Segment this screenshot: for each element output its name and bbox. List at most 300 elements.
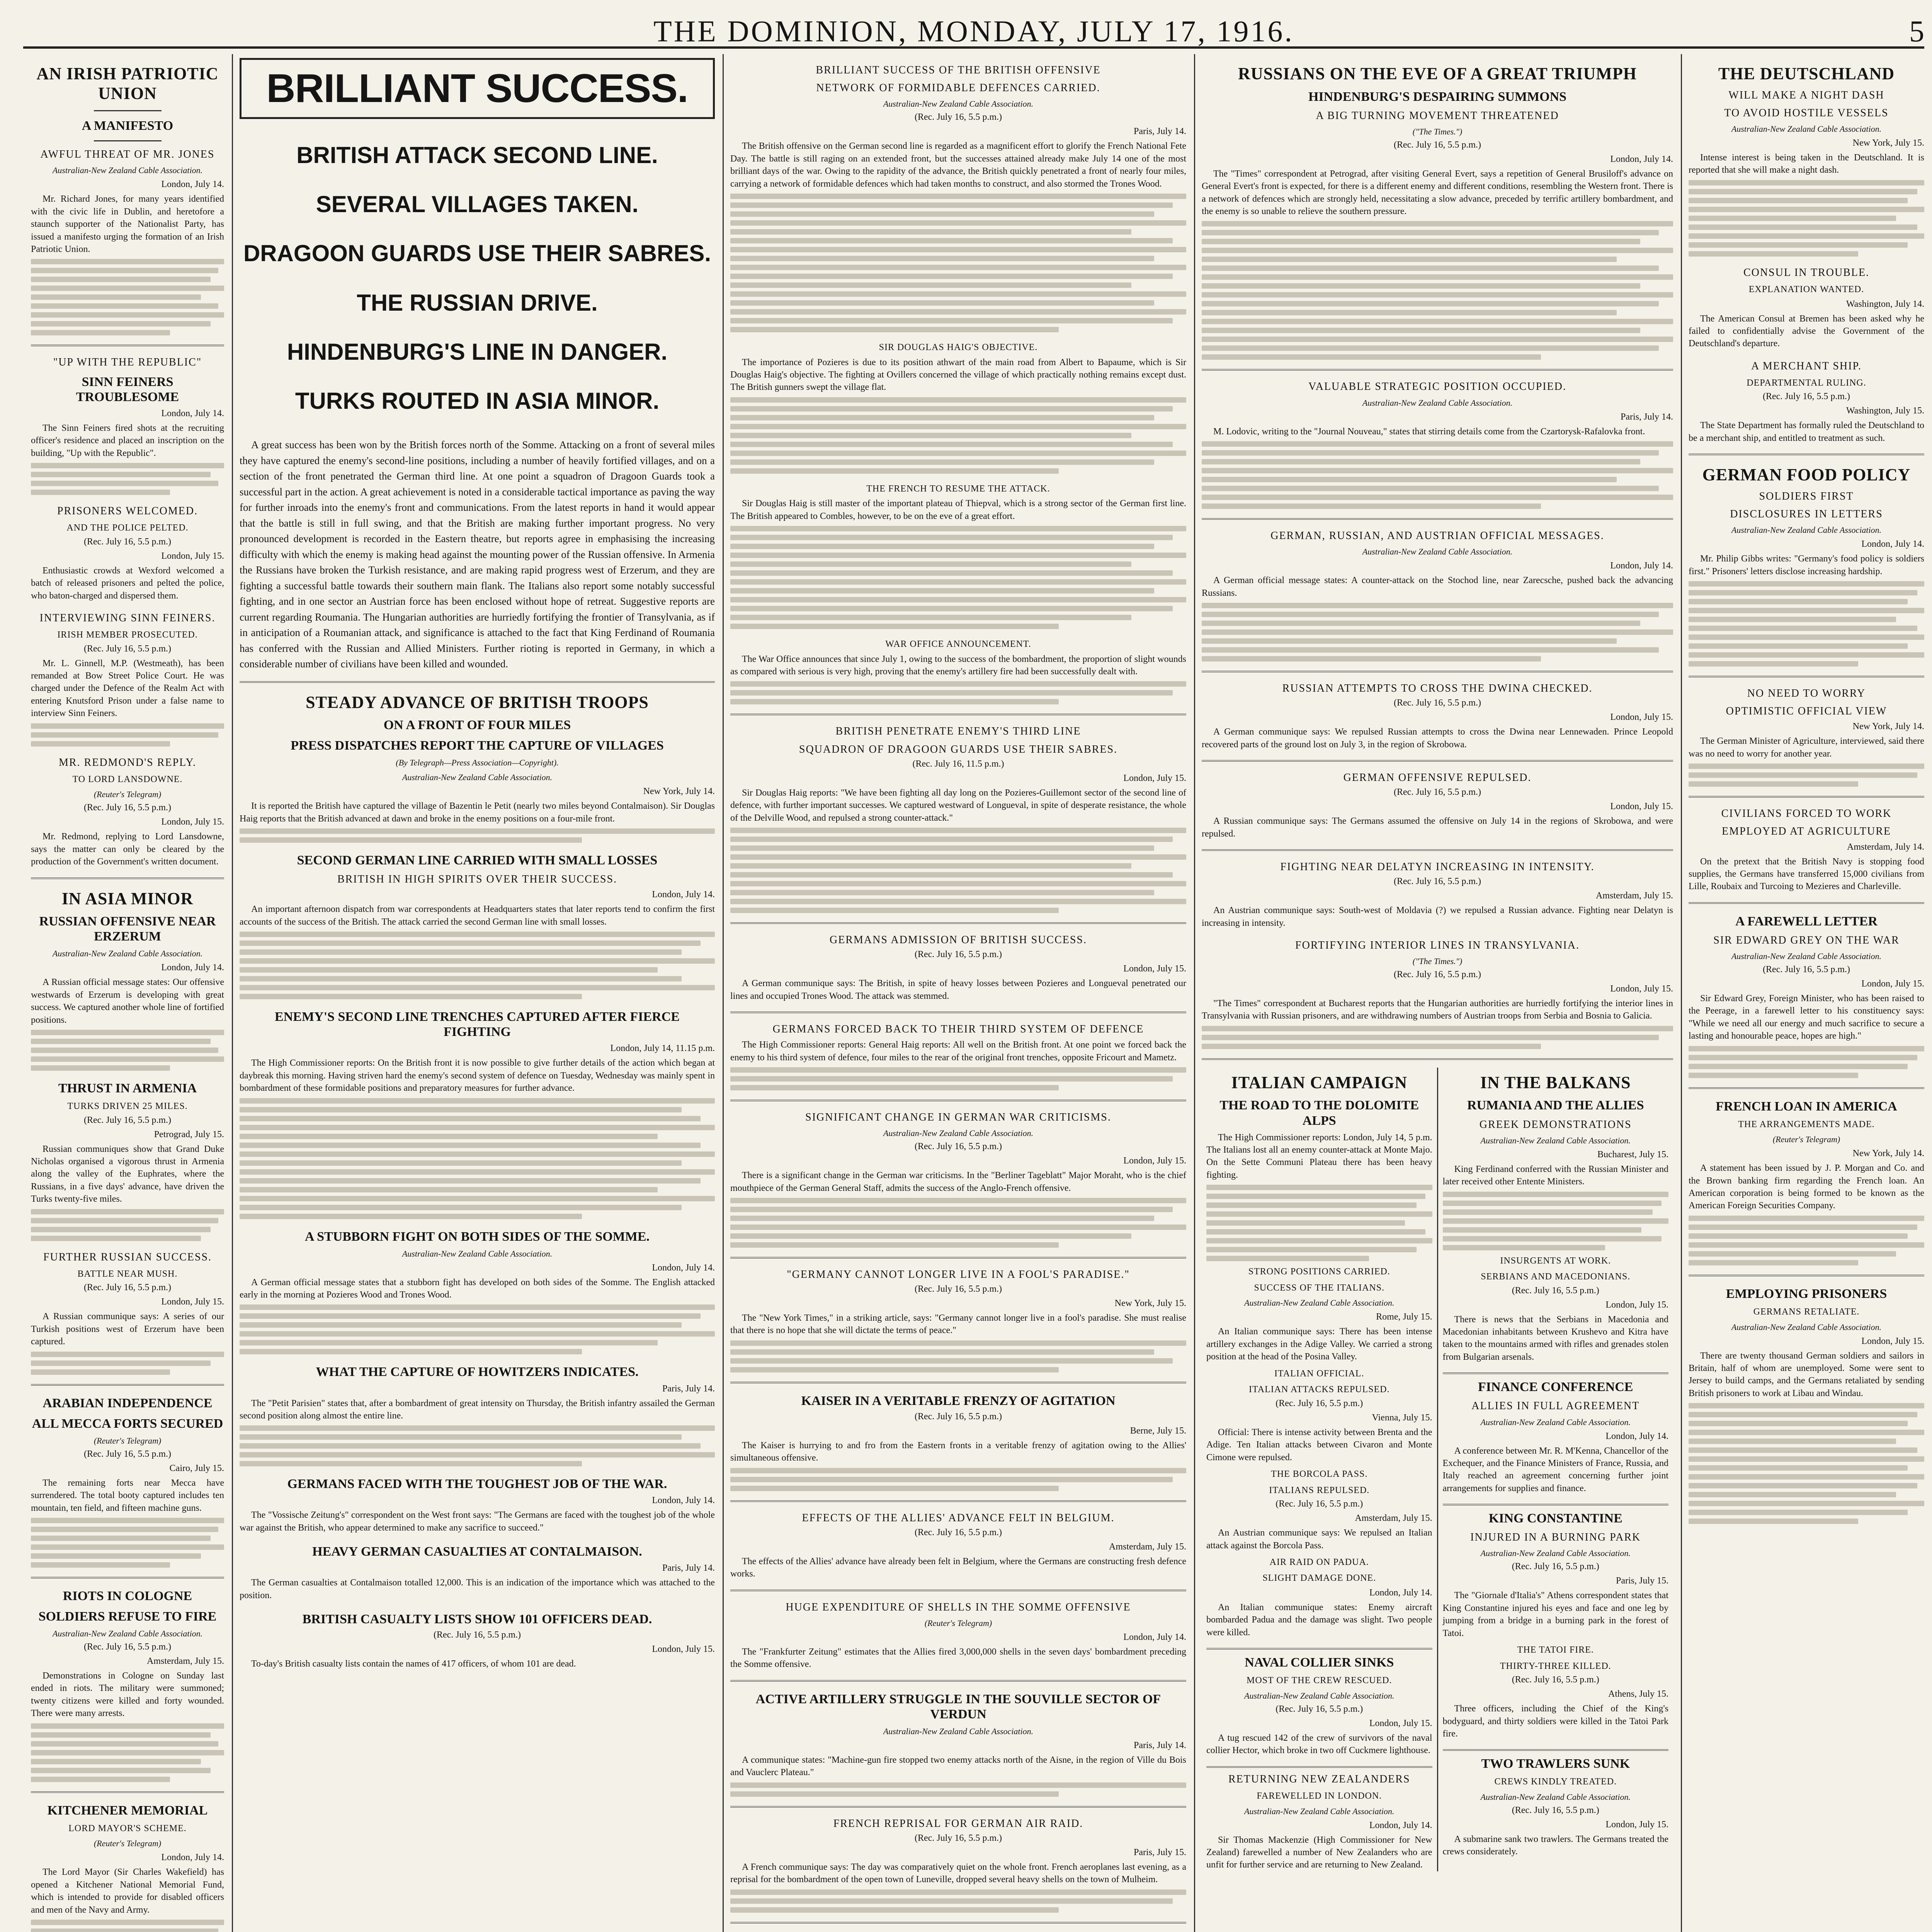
- headline: A FAREWELL LETTER: [1735, 914, 1878, 929]
- column-5: [1681, 54, 1932, 1932]
- dateline: London, July 15.: [1369, 1718, 1432, 1728]
- text-line-filler: [730, 561, 1131, 567]
- text-line-filler: [730, 327, 1059, 332]
- text-line-filler: [1443, 1201, 1662, 1206]
- credit-line: Australian-New Zealand Cable Association.: [1731, 124, 1882, 134]
- text-line-filler: [730, 1468, 1186, 1473]
- headline: IN ASIA MINOR: [61, 889, 194, 908]
- divider: [730, 1806, 1186, 1808]
- article-body: An Austrian communique says: We repulsed an Italian attack against the Borcola Pass.: [1206, 1528, 1432, 1551]
- text-line-filler: [730, 1207, 1173, 1212]
- headline: A MERCHANT SHIP.: [1751, 360, 1862, 372]
- article: [1689, 914, 1924, 1078]
- dateline: London, July 15.: [1123, 773, 1186, 783]
- deck-headline: DRAGOON GUARDS USE THEIR SABRES.: [243, 240, 711, 267]
- received-date: (Rec. July 16, 11.5 p.m.): [912, 759, 1004, 769]
- dateline: London, July 15.: [1123, 1156, 1186, 1166]
- text-line-filler: [1689, 242, 1908, 248]
- article-body: On the pretext that the British Navy is stopping food supplies, the Germans have transferred 15,000 civilians from Lille, Roubaix and Turcoing to Mezieres and Charleville.: [1689, 856, 1924, 892]
- text-line-filler: [31, 1352, 224, 1357]
- received-date: (Rec. July 16, 5.5 p.m.): [1394, 698, 1481, 708]
- text-line-filler: [31, 1768, 211, 1773]
- credit-line: Australian-New Zealand Cable Association.: [1362, 547, 1513, 557]
- text-line-filler: [730, 872, 1173, 878]
- text-line-filler: [730, 570, 1173, 576]
- article: [31, 1081, 224, 1241]
- dateline: London, July 14.: [1123, 1632, 1186, 1642]
- received-date: (Rec. July 16, 5.5 p.m.): [84, 1642, 171, 1652]
- page-number: 5: [1909, 14, 1924, 48]
- section-heading: WAR OFFICE ANNOUNCEMENT.: [885, 639, 1031, 650]
- dateline: London, July 14, 11.15 p.m.: [610, 1043, 715, 1054]
- headline: THRUST IN ARMENIA: [58, 1081, 197, 1095]
- dateline: Paris, July 14.: [1133, 1740, 1186, 1750]
- article: [240, 1009, 715, 1219]
- divider: [730, 1382, 1186, 1383]
- text-line-filler: [1689, 1046, 1924, 1051]
- headline: MR. REDMOND'S REPLY.: [58, 756, 196, 769]
- divider: [730, 1257, 1186, 1259]
- text-line-filler: [1202, 486, 1659, 491]
- article-body: The "New York Times," in a striking article, says: "Germany cannot longer live in a fool's paradise. She must realise that there is no hope that she will dictate the terms of peace.": [730, 1313, 1186, 1336]
- text-line-filler: [730, 881, 1186, 886]
- article: [31, 505, 224, 602]
- article: [31, 757, 224, 868]
- received-date: (Rec. July 16, 5.5 p.m.): [1394, 787, 1481, 798]
- subheadline: LORD MAYOR'S SCHEME.: [68, 1823, 187, 1833]
- text-line-filler: [1206, 1256, 1369, 1261]
- text-line-filler: [1689, 1510, 1908, 1515]
- article: [1202, 530, 1673, 662]
- text-line-filler: [31, 1723, 224, 1729]
- article-body: The German casualties at Contalmaison totalled 12,000. This is an indication of the importance which was attached to the position.: [240, 1578, 715, 1600]
- text-line-filler: [31, 1227, 211, 1232]
- article-body: The High Commissioner reports: On the British front it is now possible to give further details of the action which began at daybreak this morning. Having striven hard the enemy's second system of defence on Tuesday, Wednesday was mainly spent in bombardment of these formidable positions and preparatory measures for further advance.: [240, 1058, 715, 1094]
- article-body: An Italian communique says: There has been intense artillery exchanges in the Adige Valley. We carried a strong position at the head of the Posina Valley.: [1206, 1327, 1432, 1362]
- text-line-filler: [31, 490, 170, 495]
- text-line-filler: [1443, 1227, 1641, 1233]
- section-heading: THE FRENCH TO RESUME THE ATTACK.: [866, 483, 1050, 494]
- text-line-filler: [1689, 1403, 1924, 1408]
- text-line-filler: [1202, 629, 1673, 635]
- text-line-filler: [1202, 468, 1673, 473]
- text-line-filler: [240, 949, 682, 955]
- text-line-filler: [1689, 652, 1924, 658]
- text-line-filler: [240, 1134, 658, 1139]
- text-line-filler: [240, 1143, 701, 1148]
- dateline: London, July 14.: [1369, 1820, 1432, 1830]
- text-line-filler: [1206, 1194, 1425, 1199]
- article: [1202, 682, 1673, 751]
- article-body: The American Consul at Bremen has been asked why he failed to confidentially advise the Government of the Deutschland's departure.: [1689, 313, 1924, 349]
- article: [1689, 267, 1924, 350]
- text-line-filler: [730, 553, 1186, 558]
- war-summary: A great success has been won by the British forces north of the Somme. Attacking on a front of several miles they have captured the enemy's second-line positions, including a number of heavily fortified villages, and on a section of the front penetrated the German third line. At one point a squadron of Dragoon Guards took a successful part in the action. A great achievement is noted in a considerable tactical importance as paving the way for further inroads into the enemy's front and communications. From the latest reports in hand it would appear that the battle is still in full swing, and that the British are making further important progress. No very pronounced development is recorded in the Eastern theatre, but reports agree in emphasising the increasing difficulty with which the enemy is making head against the mounting power of the Russian offensive. In Armenia the Russians have broken the Turkish resistance, and are making rapid progress west of Erzerum, and they are fighting a successful battle towards their southern main flank. The Italians also report some notably successful fighting, and in one sector an Austrian force has been enclosed without hope of retreat. Suggestive reports are current regarding Roumania. The Hungarian authorities are hurriedly fortifying the frontier of Transylvania, as if in anticipation of a Roumanian attack, and significance is attached to the fact that King Ferdinand of Roumania has conferred with the Russian and Allied Ministers. Further rioting is reported in Germany, in which a considerable number of civilians have been killed and wounded.: [240, 439, 715, 670]
- text-line-filler: [1202, 301, 1659, 306]
- headline: GERMANS ADMISSION OF BRITISH SUCCESS.: [829, 934, 1087, 946]
- headline: BRILLIANT SUCCESS OF THE BRITISH OFFENSIVE: [816, 64, 1101, 76]
- text-line-filler: [1202, 495, 1673, 500]
- text-line-filler: [730, 274, 1173, 279]
- text-line-filler: [240, 940, 701, 946]
- divider: [730, 1012, 1186, 1013]
- article-body: Demonstrations in Cologne on Sunday last ended in riots. The military were summoned; twenty citizens were killed and forty wounded. There were many arrests.: [31, 1671, 224, 1719]
- headline: KING CONSTANTINE: [1488, 1511, 1622, 1526]
- text-line-filler: [1689, 1492, 1896, 1497]
- article-body: Sir Douglas Haig is still master of the important plateau of Thiepval, which is a strong sector of the German first line. The British appeared to Combles, however, to be on the eve of a great effort.: [730, 498, 1186, 521]
- received-date: (Rec. July 16, 5.5 p.m.): [915, 949, 1002, 960]
- article: [730, 1393, 1186, 1491]
- text-line-filler: [240, 1187, 658, 1192]
- text-line-filler: [1689, 189, 1917, 194]
- article-body: A French communique says: The day was comparatively quiet on the whole front. French aeroplanes last evening, as a reprisal for the bombardment of the open town of Luneville, dropped several heavy shells on the town of Mulheim.: [730, 1862, 1186, 1885]
- text-line-filler: [1689, 626, 1917, 631]
- dateline: Athens, July 15.: [1608, 1689, 1668, 1699]
- headline: RIOTS IN COLOGNE: [63, 1588, 192, 1603]
- article: [240, 693, 715, 843]
- headline: KAISER IN A VERITABLE FRENZY OF AGITATION: [801, 1393, 1116, 1408]
- divider: [1202, 1058, 1673, 1060]
- text-line-filler: [730, 1340, 1186, 1346]
- text-line-filler: [240, 1160, 682, 1166]
- subheadline: BATTLE NEAR MUSH.: [77, 1269, 178, 1279]
- received-date: (Rec. July 16, 5.5 p.m.): [1276, 1499, 1363, 1509]
- text-line-filler: [730, 854, 1186, 860]
- subheadline: AND THE POLICE PELTED.: [66, 523, 189, 533]
- divider: [1202, 369, 1673, 371]
- article-body: A German communique says: The British, in spite of heavy losses between Pozieres and Longueval penetrated our lines and occupied Trones Wood. The attack was stemmed.: [730, 978, 1186, 1001]
- dateline: London, July 14.: [1610, 154, 1673, 164]
- dateline: Washington, July 15.: [1846, 406, 1924, 416]
- headline: GERMANS FACED WITH THE TOUGHEST JOB OF THE WAR.: [287, 1477, 667, 1492]
- credit-line: (Reuter's Telegram): [924, 1618, 992, 1628]
- article: [1202, 772, 1673, 840]
- subheadline: SUCCESS OF THE ITALIANS.: [1254, 1282, 1385, 1293]
- credit-line: Australian-New Zealand Cable Association.: [52, 165, 203, 175]
- divider: [31, 1577, 224, 1578]
- text-line-filler: [1202, 1026, 1673, 1031]
- text-line-filler: [1689, 1260, 1858, 1265]
- text-line-filler: [240, 1116, 701, 1121]
- text-line-filler: [31, 1777, 170, 1782]
- article: [730, 1269, 1186, 1372]
- subheadline: PRESS DISPATCHES REPORT THE CAPTURE OF VILLAGES: [291, 738, 664, 753]
- text-line-filler: [1202, 441, 1673, 447]
- headline: NO NEED TO WORRY: [1747, 687, 1866, 700]
- text-line-filler: [730, 238, 1173, 243]
- credit-line: Australian-New Zealand Cable Association.: [883, 1128, 1034, 1138]
- text-line-filler: [730, 1067, 1186, 1073]
- text-line-filler: [1202, 450, 1659, 456]
- text-line-filler: [240, 958, 715, 964]
- dateline: Amsterdam, July 14.: [1847, 842, 1924, 852]
- divider: [94, 110, 162, 111]
- dateline: New York, July 14.: [643, 786, 715, 797]
- headline: FRENCH REPRISAL FOR GERMAN AIR RAID.: [833, 1817, 1083, 1830]
- text-line-filler: [1202, 459, 1640, 464]
- received-date: (Rec. July 16, 5.5 p.m.): [1512, 1675, 1599, 1685]
- credit-line: (Reuter's Telegram): [1772, 1134, 1840, 1145]
- received-date: (Rec. July 16, 5.5 p.m.): [915, 1284, 1002, 1294]
- article: [730, 1818, 1186, 1913]
- credit-line: Australian-New Zealand Cable Association.: [883, 99, 1034, 109]
- divider: [1202, 760, 1673, 762]
- credit-line: Australian-New Zealand Cable Association.: [52, 1629, 203, 1639]
- divider: [31, 1384, 224, 1386]
- text-line-filler: [730, 433, 1131, 438]
- headline: AIR RAID ON PADUA.: [1269, 1557, 1369, 1567]
- article-body: "The Times" correspondent at Bucharest reports that the Hungarian authorities are hurriedly fortifying the interior lines in Transylvania with Russian prisoners, and are withdrawing numbers of Austrian troops from Serbia and Bosnia to Galicia.: [1202, 998, 1673, 1021]
- subheadline: SOLDIERS REFUSE TO FIRE: [38, 1609, 217, 1624]
- headline: "UP WITH THE REPUBLIC": [53, 356, 202, 369]
- subheadline: NETWORK OF FORMIDABLE DEFENCES CARRIED.: [816, 82, 1100, 94]
- text-line-filler: [730, 1085, 1059, 1090]
- headline: CIVILIANS FORCED TO WORK: [1721, 808, 1892, 820]
- dateline: Amsterdam, July 15.: [1596, 891, 1673, 901]
- article: [31, 612, 224, 747]
- text-line-filler: [730, 579, 1186, 585]
- text-line-filler: [730, 1782, 1186, 1788]
- headline: THE DEUTSCHLAND: [1718, 64, 1895, 83]
- credit-line: Australian-New Zealand Cable Association.: [1480, 1792, 1631, 1802]
- text-line-filler: [31, 1544, 224, 1550]
- text-line-filler: [730, 256, 1154, 261]
- dateline: Amsterdam, July 15.: [147, 1656, 224, 1667]
- article: [730, 64, 1186, 332]
- headline: BRITISH CASUALTY LISTS SHOW 101 OFFICERS DEAD.: [302, 1612, 652, 1627]
- text-line-filler: [1689, 608, 1924, 613]
- credit-line: ("The Times."): [1412, 126, 1463, 136]
- text-line-filler: [240, 1125, 715, 1130]
- headline: STRONG POSITIONS CARRIED.: [1248, 1267, 1390, 1277]
- text-line-filler: [730, 624, 1059, 629]
- section-heading: SIR DOUGLAS HAIG'S OBJECTIVE.: [879, 342, 1038, 352]
- article: [1689, 465, 1924, 667]
- divider: [730, 1100, 1186, 1101]
- article-body: Official: There is intense activity between Brenta and the Adige. Ten Italian attacks between Civaron and Monte Cimone were repulsed.: [1206, 1427, 1432, 1463]
- text-line-filler: [1206, 1220, 1405, 1226]
- subheadline: GREEK DEMONSTRATIONS: [1479, 1118, 1632, 1131]
- text-line-filler: [240, 1169, 715, 1175]
- article-body: An Italian communique states: Enemy aircraft bombarded Padua and the damage was slight. Two people were killed.: [1206, 1602, 1432, 1638]
- article-body: There are twenty thousand German soldiers and sailors in Britain, half of whom are unemployed. Some were sent to Jersey to build camps, and the Germans retaliated by sending British prisoners to work at Libau and Windau.: [1689, 1350, 1924, 1398]
- credit-line: Australian-New Zealand Cable Association.: [1362, 398, 1513, 408]
- text-line-filler: [1689, 1519, 1858, 1524]
- text-line-filler: [1689, 1225, 1917, 1230]
- article-body: The German Minister of Agriculture, interviewed, said there was no need to worry for another year.: [1689, 736, 1924, 759]
- text-line-filler: [1689, 1073, 1858, 1078]
- text-line-filler: [1206, 1185, 1432, 1190]
- dateline: London, July 15.: [652, 1644, 715, 1655]
- text-line-filler: [730, 899, 1186, 904]
- subheadline: THIRTY-THREE KILLED.: [1500, 1661, 1611, 1671]
- masthead: [23, 9, 1924, 49]
- dateline: New York, July 14.: [1852, 721, 1924, 732]
- headline: THE BORCOLA PASS.: [1271, 1469, 1368, 1479]
- banner-headline: BRILLIANT SUCCESS.: [240, 58, 715, 119]
- text-line-filler: [31, 732, 218, 738]
- article: [31, 1588, 224, 1782]
- text-line-filler: [1202, 292, 1673, 298]
- article: [240, 1612, 715, 1670]
- headline: IN THE BALKANS: [1480, 1073, 1631, 1092]
- article: [730, 1512, 1186, 1580]
- text-line-filler: [1689, 216, 1896, 221]
- headline: AN IRISH PATRIOTIC UNION: [36, 64, 219, 103]
- text-line-filler: [730, 1225, 1186, 1230]
- headline: GERMAN OFFENSIVE REPULSED.: [1343, 771, 1532, 784]
- credit-line: (Reuter's Telegram): [94, 1838, 162, 1849]
- text-line-filler: [1689, 643, 1908, 649]
- text-line-filler: [31, 1536, 211, 1541]
- dateline: London, July 15.: [1123, 964, 1186, 974]
- dateline: London, July 14.: [161, 1852, 224, 1863]
- deck-headline: HINDENBURG'S LINE IN DANGER.: [287, 338, 668, 365]
- text-line-filler: [1689, 1439, 1896, 1444]
- article: [730, 725, 1186, 913]
- text-line-filler: [730, 681, 1186, 687]
- italian-campaign-column: [1202, 1068, 1437, 1871]
- text-line-filler: [730, 459, 1154, 465]
- credit-line: Australian-New Zealand Cable Association.: [1480, 1417, 1631, 1427]
- received-date: (Rec. July 16, 5.5 p.m.): [1512, 1285, 1599, 1296]
- text-line-filler: [31, 268, 218, 273]
- text-line-filler: [730, 588, 1154, 594]
- article: [240, 1364, 715, 1466]
- balkans-column: [1437, 1068, 1673, 1871]
- article-body: Mr. Richard Jones, for many years identified with the civic life in Dublin, and heretofore a staunch supporter of the Nationalist Party, has issued a manifesto urging the formation of an Irish Patriotic Union.: [31, 194, 224, 255]
- text-line-filler: [1202, 621, 1640, 626]
- text-line-filler: [1202, 274, 1673, 280]
- text-line-filler: [1689, 590, 1917, 595]
- text-line-filler: [1689, 1412, 1917, 1417]
- headline: GERMAN, RUSSIAN, AND AUSTRIAN OFFICIAL MESSAGES.: [1270, 530, 1604, 542]
- article-body: A Russian communique says: The Germans assumed the offensive on July 14 in the regions of Skrobowa, and were repulsed.: [1202, 816, 1673, 839]
- dateline: London, July 15.: [161, 551, 224, 561]
- text-line-filler: [730, 526, 1186, 531]
- text-line-filler: [240, 1322, 682, 1328]
- text-line-filler: [1202, 647, 1659, 653]
- headline: THE TATOI FIRE.: [1517, 1645, 1594, 1655]
- article: [1202, 64, 1673, 360]
- dateline: Washington, July 14.: [1846, 299, 1924, 309]
- article-body: Mr. Redmond, replying to Lord Lansdowne, says the matter can only be cleared by the production of the Government's written document.: [31, 832, 224, 867]
- headline: INSURGENTS AT WORK.: [1500, 1255, 1611, 1266]
- subheadline: ON A FRONT OF FOUR MILES: [383, 718, 571, 733]
- text-line-filler: [730, 1198, 1186, 1203]
- divider: [1202, 849, 1673, 851]
- credit-line: Australian-New Zealand Cable Association.: [1244, 1806, 1395, 1816]
- text-line-filler: [31, 303, 218, 309]
- dateline: London, July 15.: [1605, 1299, 1668, 1310]
- article-body: Sir Thomas Mackenzie (High Commissioner for New Zealand) farewelled a number of New Zealanders who are unfit for further service and are returning to New Zealand.: [1206, 1835, 1432, 1870]
- text-line-filler: [31, 1030, 224, 1035]
- received-date: (Rec. July 16, 5.5 p.m.): [1394, 969, 1481, 980]
- divider: [1689, 796, 1924, 798]
- text-line-filler: [730, 1349, 1154, 1355]
- text-line-filler: [240, 994, 582, 999]
- article-body: The High Commissioner reports: General Haig reports: All well on the British front. At one point we forced back the enemy to his third system of defence, four miles to the rear of the original front trenches, opposite Fricourt and Mametz.: [730, 1040, 1186, 1063]
- headline: "GERMANY CANNOT LONGER LIVE IN A FOOL'S PARADISE.": [787, 1268, 1130, 1281]
- received-date: (Rec. July 16, 5.5 p.m.): [1394, 139, 1481, 150]
- article-body: There is news that the Serbians in Macedonia and Macedonian inhabitants between Krushevo and Kitra have taken to the mountains armed with rifles and grenades stolen from Bulgarian arsenals.: [1442, 1314, 1668, 1362]
- dateline: New York, July 14.: [1852, 1148, 1924, 1159]
- dateline: Paris, July 14.: [1133, 126, 1186, 137]
- dateline: London, July 14.: [161, 408, 224, 418]
- received-date: (Rec. July 16, 5.5 p.m.): [1394, 876, 1481, 887]
- text-line-filler: [1202, 612, 1659, 617]
- dateline: Paris, July 15.: [1616, 1576, 1668, 1586]
- text-line-filler: [31, 1218, 218, 1223]
- article-body: A German official message states: A counter-attack on the Stochod line, near Zarecsche, pushed back the advancing Russians.: [1202, 575, 1673, 598]
- text-line-filler: [31, 472, 211, 477]
- dateline: Berne, July 15.: [1130, 1425, 1186, 1436]
- text-line-filler: [31, 1741, 218, 1747]
- divider: [31, 345, 224, 346]
- subheadline: DEPARTMENTAL RULING.: [1747, 378, 1866, 388]
- text-line-filler: [730, 1889, 1186, 1895]
- dateline: London, July 15.: [161, 1297, 224, 1307]
- text-line-filler: [1202, 503, 1541, 509]
- text-line-filler: [1689, 1251, 1896, 1257]
- text-line-filler: [1202, 221, 1673, 226]
- subheadline: SLIGHT DAMAGE DONE.: [1262, 1573, 1376, 1583]
- column-1: [23, 54, 232, 1932]
- headline: FURTHER RUSSIAN SUCCESS.: [43, 1251, 212, 1263]
- text-line-filler: [730, 202, 1173, 208]
- text-line-filler: [31, 312, 224, 318]
- text-line-filler: [730, 229, 1131, 235]
- text-line-filler: [730, 282, 1131, 288]
- dateline: London, July 15.: [1861, 1336, 1924, 1346]
- text-line-filler: [31, 1361, 211, 1366]
- divider: [31, 1791, 224, 1793]
- text-line-filler: [31, 1732, 211, 1738]
- text-line-filler: [730, 1076, 1173, 1082]
- text-line-filler: [1689, 224, 1917, 230]
- article-body: Intense interest is being taken in the Deutschland. It is reported that she will make a night dash.: [1689, 152, 1924, 175]
- received-date: (Rec. July 16, 5.5 p.m.): [915, 1833, 1002, 1843]
- subheadline: EXPLANATION WANTED.: [1748, 284, 1864, 294]
- received-date: (Rec. July 16, 5.5 p.m.): [1276, 1704, 1363, 1714]
- received-date: (Rec. July 16, 5.5 p.m.): [84, 1449, 171, 1459]
- text-line-filler: [730, 291, 1186, 297]
- credit-line: ("The Times."): [1412, 956, 1463, 966]
- text-line-filler: [730, 1477, 1173, 1482]
- divider: [1689, 676, 1924, 677]
- text-line-filler: [240, 1461, 582, 1466]
- dateline: London, July 15.: [161, 817, 224, 827]
- text-line-filler: [730, 265, 1186, 270]
- text-line-filler: [1689, 1055, 1917, 1060]
- text-line-filler: [240, 985, 715, 990]
- subheadline: TO AVOID HOSTILE VESSELS: [1724, 107, 1889, 119]
- deck-headline: SEVERAL VILLAGES TAKEN.: [316, 191, 639, 218]
- text-line-filler: [240, 1340, 658, 1345]
- text-line-filler: [730, 615, 1131, 620]
- dateline: Cairo, July 15.: [169, 1463, 224, 1473]
- dateline: London, July 14.: [652, 889, 715, 900]
- subheadline: WILL MAKE A NIGHT DASH: [1728, 89, 1884, 101]
- article-body: A statement has been issued by J. P. Morgan and Co. and the Brown banking firm regarding the French loan. An American corporation is being formed to be known as the American Foreign Securities Company.: [1689, 1163, 1924, 1211]
- subheadline: RUSSIAN OFFENSIVE NEAR ERZERUM: [39, 914, 216, 944]
- divider: [730, 1500, 1186, 1502]
- dateline: London, July 14.: [1369, 1588, 1432, 1598]
- headline: STEADY ADVANCE OF BRITISH TROOPS: [306, 692, 649, 712]
- article: [730, 342, 1186, 474]
- text-line-filler: [1206, 1247, 1417, 1252]
- subheadline: MOST OF THE CREW RESCUED.: [1247, 1675, 1392, 1686]
